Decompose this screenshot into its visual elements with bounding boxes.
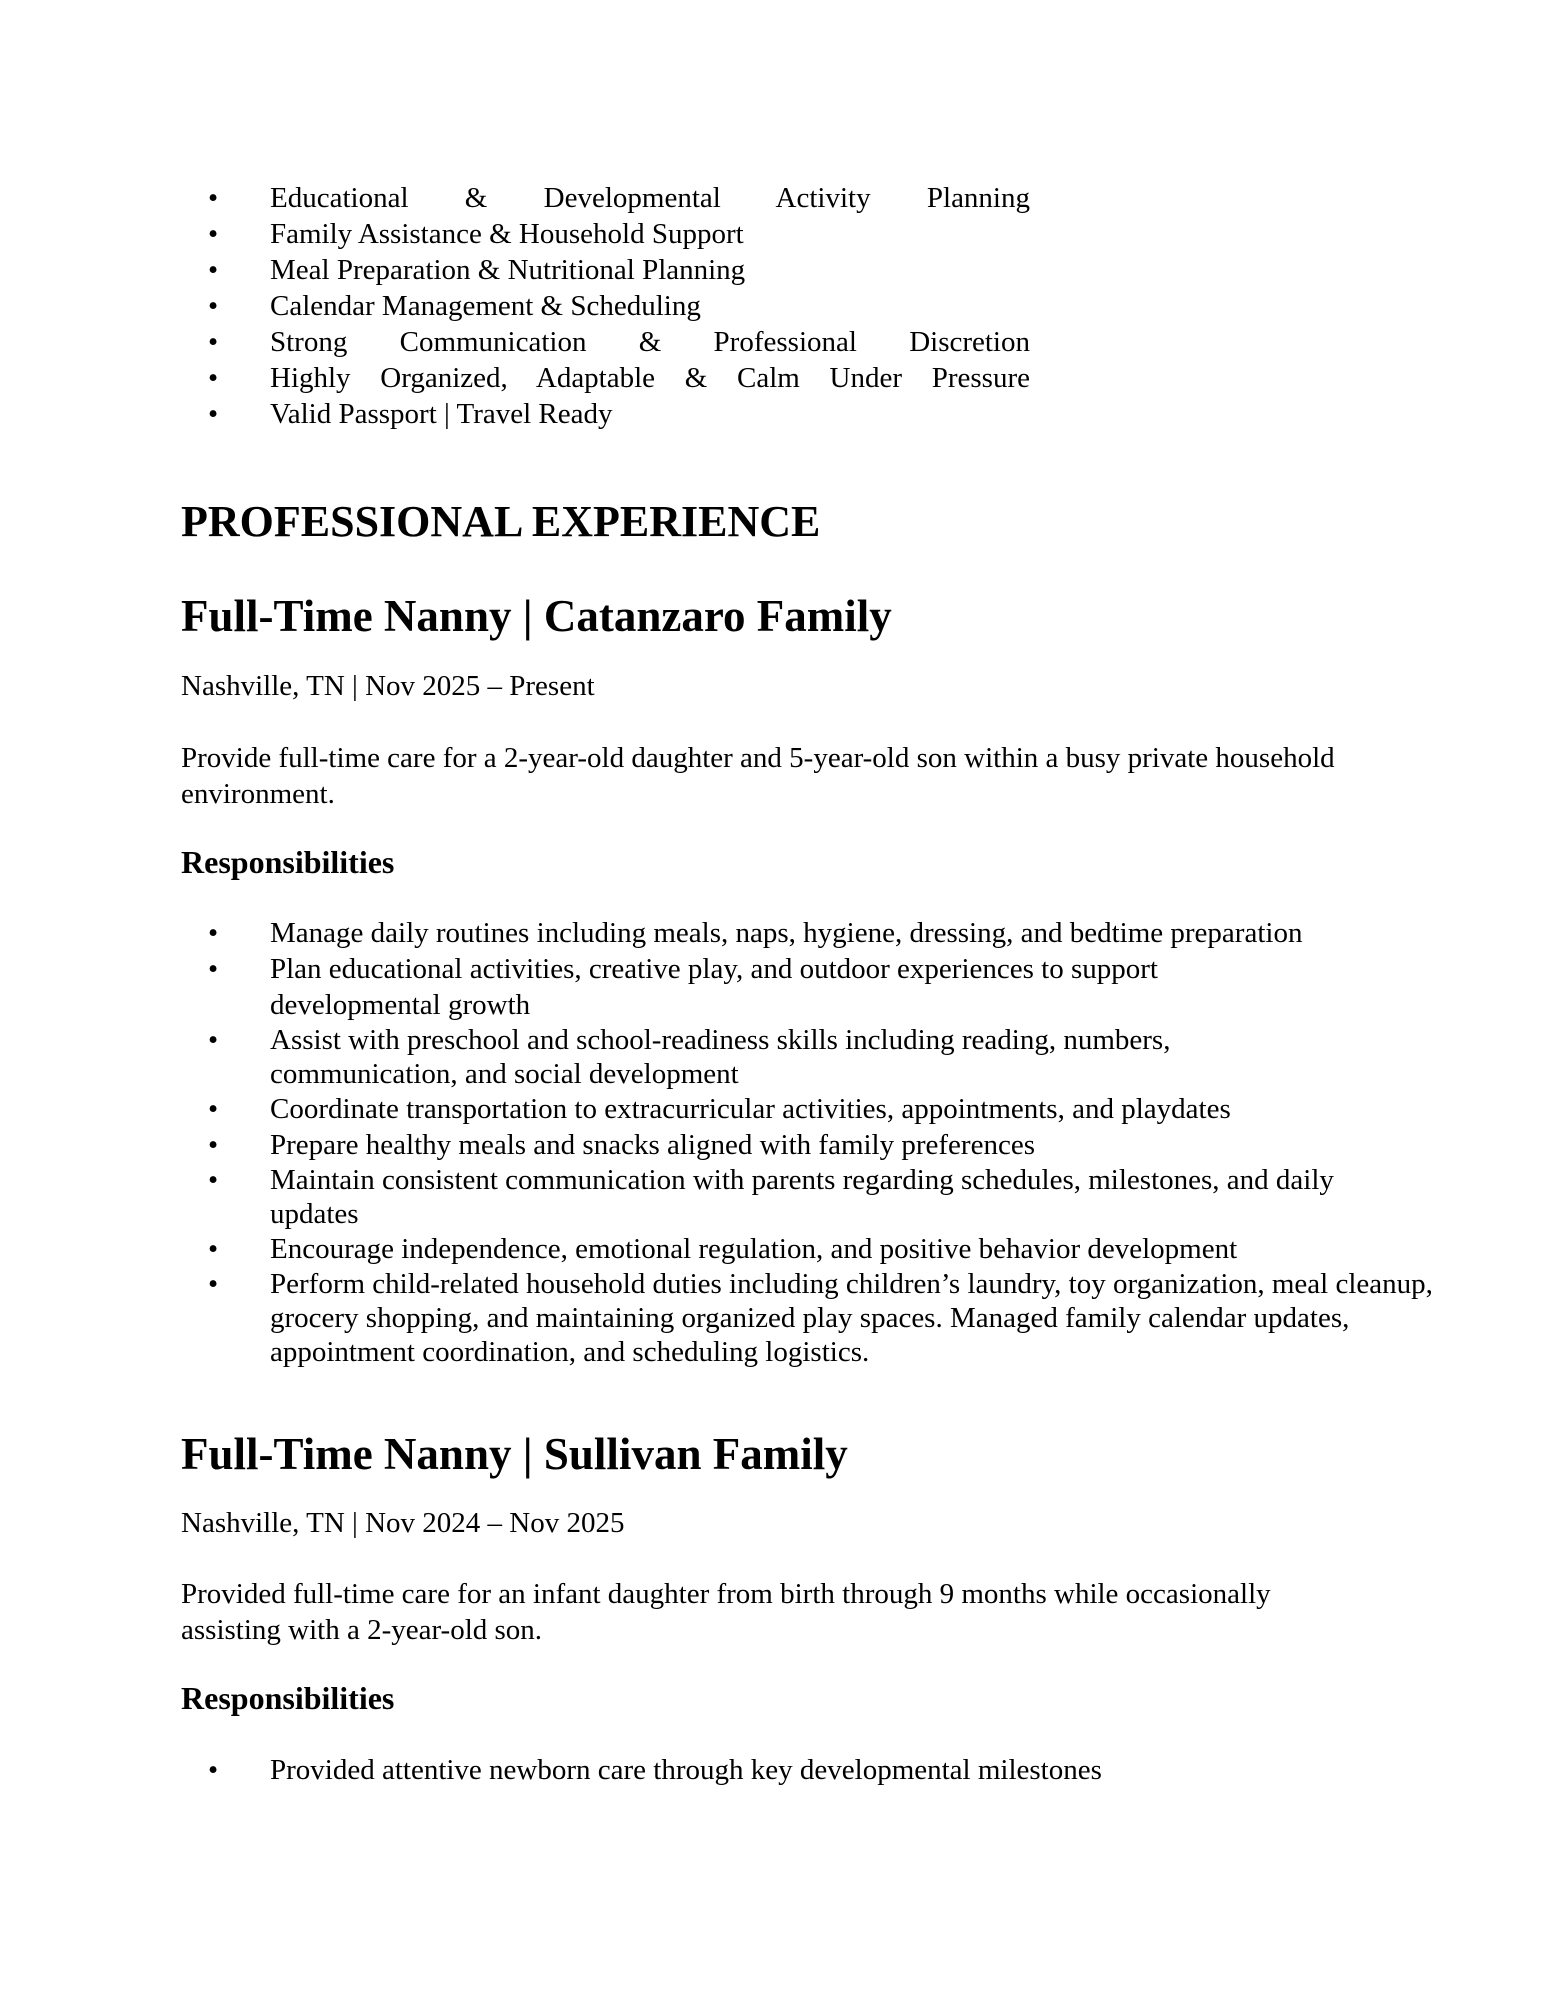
bullet-icon: • bbox=[208, 1164, 219, 1196]
list-item bbox=[181, 288, 1030, 324]
bullet-icon: • bbox=[208, 218, 219, 250]
responsibilities-heading: Responsibilities bbox=[181, 1680, 395, 1716]
responsibility-text: Assist with preschool and school-readiness skills including reading, numbers, communication, and social development bbox=[270, 1024, 1171, 1090]
job-meta: Nashville, TN | Nov 2025 – Present bbox=[181, 670, 595, 702]
bullet-icon: • bbox=[208, 254, 219, 286]
list-item bbox=[181, 216, 1030, 252]
job-title: Full-Time Nanny | Catanzaro Family bbox=[181, 591, 892, 641]
bullet-icon: • bbox=[208, 362, 219, 394]
responsibility-text: Perform child-related household duties including children’s laundry, toy organization, meal cleanup, grocery shopping, and maintaining organized play spaces. Managed family calendar updates, appointment coordination, and scheduling logistics. bbox=[270, 1268, 1433, 1368]
responsibilities-heading: Responsibilities bbox=[181, 844, 395, 880]
job-summary: Provide full-time care for a 2-year-old daughter and 5-year-old son within a busy private household environment. bbox=[181, 742, 1335, 810]
list-item bbox=[181, 915, 1450, 951]
responsibilities-list bbox=[181, 915, 1433, 1369]
list-item bbox=[181, 1752, 1450, 1788]
job-title: Full-Time Nanny | Sullivan Family bbox=[181, 1429, 848, 1479]
responsibility-text: Maintain consistent communication with parents regarding schedules, milestones, and daily updates bbox=[270, 1164, 1334, 1230]
list-item bbox=[181, 396, 1030, 432]
bullet-icon: • bbox=[208, 917, 219, 949]
list-item bbox=[181, 1023, 1310, 1091]
list-item bbox=[181, 951, 1270, 1023]
list-item bbox=[181, 1267, 1450, 1369]
list-item bbox=[181, 180, 1030, 216]
bullet-icon: • bbox=[208, 1024, 219, 1056]
list-item bbox=[181, 1091, 1450, 1127]
bullet-icon: • bbox=[208, 326, 219, 358]
skill-text: Family Assistance & Household Support bbox=[270, 218, 744, 250]
bullet-icon: • bbox=[208, 1129, 219, 1161]
bullet-icon: • bbox=[208, 290, 219, 322]
responsibility-text: Provided attentive newborn care through key developmental milestones bbox=[270, 1754, 1102, 1786]
job-summary: Provided full-time care for an infant daughter from birth through 9 months while occasionally assisting with a 2-year-old son. bbox=[181, 1578, 1271, 1646]
responsibility-text: Plan educational activities, creative play, and outdoor experiences to support developmental growth bbox=[270, 953, 1158, 1021]
section-title: PROFESSIONAL EXPERIENCE bbox=[181, 497, 821, 546]
bullet-icon: • bbox=[208, 1233, 219, 1265]
responsibility-text: Manage daily routines including meals, naps, hygiene, dressing, and bedtime preparation bbox=[270, 917, 1303, 949]
bullet-icon: • bbox=[208, 1754, 219, 1786]
bullet-icon: • bbox=[208, 1268, 219, 1300]
responsibility-text: Coordinate transportation to extracurricular activities, appointments, and playdates bbox=[270, 1093, 1231, 1125]
skill-text: Calendar Management & Scheduling bbox=[270, 290, 701, 322]
list-item bbox=[181, 252, 1030, 288]
skill-text: Strong Communication & Professional Discretion bbox=[270, 326, 1030, 358]
list-item bbox=[181, 324, 1030, 360]
responsibilities-list bbox=[181, 1752, 1381, 1788]
bullet-icon: • bbox=[208, 953, 219, 985]
skill-text: Meal Preparation & Nutritional Planning bbox=[270, 254, 746, 286]
bullet-icon: • bbox=[208, 1093, 219, 1125]
bullet-icon: • bbox=[208, 398, 219, 430]
list-item bbox=[181, 1163, 1410, 1231]
skill-text: Valid Passport | Travel Ready bbox=[270, 398, 613, 430]
list-item bbox=[181, 360, 1030, 396]
list-item bbox=[181, 1231, 1450, 1267]
skill-text: Educational & Developmental Activity Planning bbox=[270, 182, 1030, 214]
responsibility-text: Prepare healthy meals and snacks aligned with family preferences bbox=[270, 1129, 1035, 1161]
responsibility-text: Encourage independence, emotional regulation, and positive behavior development bbox=[270, 1233, 1238, 1265]
job-meta: Nashville, TN | Nov 2024 – Nov 2025 bbox=[181, 1507, 625, 1539]
skill-text: Highly Organized, Adaptable & Calm Under Pressure bbox=[270, 362, 1030, 394]
skills-list bbox=[181, 180, 1381, 432]
bullet-icon: • bbox=[208, 182, 219, 214]
list-item bbox=[181, 1127, 1450, 1163]
